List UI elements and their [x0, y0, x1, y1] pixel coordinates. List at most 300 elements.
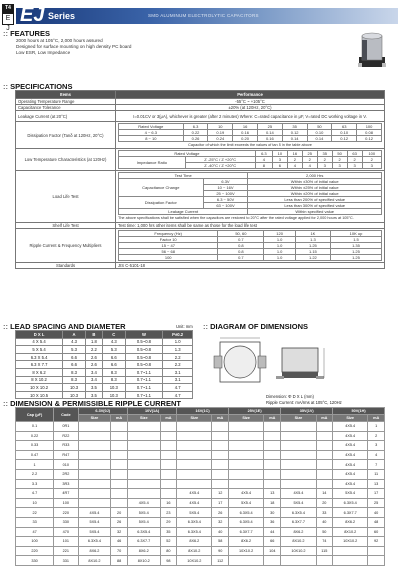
shelf-value: Test time: 1,000 hrs other items shall be same as those for the load life test	[116, 222, 385, 228]
ripple-cell: 20	[316, 498, 333, 508]
df-val: 0.14	[307, 136, 332, 142]
cap-cell: 0.22	[16, 431, 54, 441]
badge-bottom: E J	[2, 13, 14, 25]
loadlife-value: Less than 300% of specified value	[248, 203, 382, 209]
sub-header: Size	[281, 415, 316, 422]
ripple-cell	[368, 546, 385, 556]
ripple-val: 0.7	[218, 254, 264, 260]
spec-item-label: Leakage Current (at 20°C)	[16, 111, 116, 122]
size-cell: 10X10.2	[333, 537, 368, 547]
df-val: 0.10	[332, 130, 357, 136]
lowtemp-val: 3	[317, 163, 332, 169]
spec-item-value: ±20% (at 120Hz, 20°C)	[116, 105, 385, 111]
lead-cell: 3.4	[85, 368, 102, 376]
ripple-cell: 44	[264, 527, 281, 537]
lead-cell: 2.6	[85, 361, 102, 369]
lead-cell: 8 X 6.2	[16, 368, 63, 376]
lead-cell: 0.7~1.1	[125, 391, 163, 399]
sub-header: mA	[212, 415, 229, 422]
lead-cell: 10 X 10.2	[16, 384, 63, 392]
cap-cell: 1	[16, 460, 54, 470]
cap-cell: 330	[16, 556, 54, 566]
ripple-cell	[264, 479, 281, 489]
size-cell: 6.3X5.4	[229, 508, 264, 518]
ripple-row	[16, 508, 385, 518]
sub-header: Size	[127, 415, 160, 422]
size-cell: 10X10.2	[229, 546, 264, 556]
ripple-val: 0.7	[218, 236, 264, 242]
ripple-row	[16, 556, 385, 566]
ripple-cell: 40	[368, 508, 385, 518]
df-val: 0.12	[282, 130, 307, 136]
ripple-freq: 50, 60	[218, 230, 264, 236]
ripple-val: 1.25	[295, 242, 330, 248]
size-cell	[229, 450, 264, 460]
ripple-cell	[160, 469, 177, 479]
lead-cell: 4.7	[163, 391, 193, 399]
loadlife-cond: 25 ~ 100V	[203, 191, 248, 197]
code-cell: 100	[54, 498, 78, 508]
ripple-cell	[111, 489, 128, 499]
size-cell	[127, 469, 160, 479]
size-cell: 8X6.2	[333, 517, 368, 527]
size-cell	[78, 498, 111, 508]
lead-cell: 1.0	[163, 338, 193, 346]
loadlife-lc-value: Within specified value	[248, 209, 382, 215]
lowtemp-val: 4	[302, 163, 317, 169]
ripple-cell	[264, 460, 281, 470]
lead-title: :: LEAD SPACING AND DIAMETER	[3, 322, 126, 331]
ripple-cell	[160, 489, 177, 499]
lead-cell: 6.6	[102, 361, 125, 369]
size-cell	[78, 489, 111, 499]
series-word: Series	[48, 11, 76, 21]
lead-row	[16, 384, 193, 392]
lowtemp-val: 3	[332, 163, 347, 169]
ripple-cell	[368, 556, 385, 566]
size-cell: 5X5.4	[177, 508, 212, 518]
ripple-cell: 52	[160, 537, 177, 547]
cap-header: Cap (μF)	[16, 408, 54, 422]
df-val: 0.16	[257, 136, 282, 142]
ripple-row	[16, 546, 385, 556]
ripple-cell: 33	[316, 508, 333, 518]
df-val: 0.14	[257, 130, 282, 136]
lead-table	[15, 330, 193, 399]
code-cell: 470	[54, 527, 78, 537]
cap-cell: 100	[16, 537, 54, 547]
loadlife-value: Within ±30% of initial value	[248, 179, 382, 185]
ripple-range: 56 ~ 68	[119, 248, 218, 254]
size-cell	[127, 489, 160, 499]
lead-cell: 4.3	[63, 338, 86, 346]
ripple-val: 0.8	[218, 248, 264, 254]
lead-cell: 0.5~0.8	[125, 346, 163, 354]
standards-label: Standards	[16, 262, 116, 268]
ripple-cell: 13	[264, 489, 281, 499]
ripple-cell	[111, 460, 128, 470]
ripple-cell	[212, 460, 229, 470]
size-cell	[333, 556, 368, 566]
size-cell	[177, 450, 212, 460]
ripple-freq: 120	[264, 230, 296, 236]
lead-cell: 10.3	[102, 384, 125, 392]
lead-header: D X L	[16, 331, 63, 339]
lead-header: W	[125, 331, 163, 339]
ripple-cell	[160, 441, 177, 451]
ripple-range: 100	[119, 254, 218, 260]
ripple-cell: 18	[264, 498, 281, 508]
ripple-range: 15 ~ 47	[119, 242, 218, 248]
size-cell	[78, 479, 111, 489]
size-cell	[78, 450, 111, 460]
ripple-cell: 36	[264, 517, 281, 527]
df-volt: 10	[208, 124, 233, 130]
size-cell: 8X6.2	[78, 546, 111, 556]
ripple-cell: 40	[212, 527, 229, 537]
code-cell: R33	[54, 441, 78, 451]
ripple-cell	[111, 498, 128, 508]
size-cell	[229, 469, 264, 479]
code-cell: 221	[54, 546, 78, 556]
spec-head-performance: Performance	[116, 91, 385, 99]
lead-cell: 3.5	[85, 384, 102, 392]
size-cell	[177, 431, 212, 441]
ripple-row	[16, 489, 385, 499]
lead-cell: 1.3	[163, 346, 193, 354]
cap-cell: 33	[16, 517, 54, 527]
size-cell: 5X5.4	[333, 489, 368, 499]
ripple-val: 1.15	[295, 248, 330, 254]
ripple-cell: 11	[368, 469, 385, 479]
lowtemp-volt: 10	[272, 151, 287, 157]
lowtemp-group: Impedance Ratio	[119, 157, 186, 169]
size-cell	[127, 479, 160, 489]
loadlife-value: Within ±25% of initial value	[248, 185, 382, 191]
ripple-cell: 20	[111, 508, 128, 518]
size-cell: 6.3X5.4	[229, 517, 264, 527]
size-cell	[78, 460, 111, 470]
df-table	[118, 123, 382, 142]
lead-cell: 0.7~1.1	[125, 376, 163, 384]
ripple-val: 1.35	[330, 242, 381, 248]
cap-cell: 2.2	[16, 469, 54, 479]
lowtemp-val: 4	[255, 157, 272, 163]
ripple-cell: 98	[160, 556, 177, 566]
sub-header: Size	[78, 415, 111, 422]
cap-cell: 22	[16, 508, 54, 518]
loadlife-cond: 63 ~ 100V	[203, 203, 248, 209]
ripple-cell: 46	[111, 537, 128, 547]
ripple-cell	[212, 422, 229, 432]
code-header: Code	[54, 408, 78, 422]
ripple-row	[16, 469, 385, 479]
size-cell	[281, 431, 316, 441]
lead-cell: 5 X 5.4	[16, 346, 63, 354]
size-cell: 4X5.4	[177, 489, 212, 499]
lowtemp-volt: 25	[302, 151, 317, 157]
size-cell: 10X10.2	[281, 546, 316, 556]
loadlife-cond: 10 ~ 16V	[203, 185, 248, 191]
ripple-val: 1.25	[330, 248, 381, 254]
ripple-cell: 13	[368, 479, 385, 489]
ripple-row	[16, 479, 385, 489]
df-volt: 35	[282, 124, 307, 130]
df-label: Dissipation Factor (Tanδ at 120Hz, 20°C)	[16, 122, 116, 149]
lead-row	[16, 346, 193, 354]
ripple-cell	[111, 441, 128, 451]
code-cell: 330	[54, 517, 78, 527]
lead-cell: 8.3	[63, 376, 86, 384]
size-cell: 4X5.4	[333, 450, 368, 460]
df-val: 0.20	[233, 136, 258, 142]
lead-cell: 6.6	[102, 353, 125, 361]
ripple-cell: 70	[111, 546, 128, 556]
ripple-freq: 1K	[295, 230, 330, 236]
lead-cell: 5.3	[102, 346, 125, 354]
standards-value: JIS C-5101-18	[116, 262, 385, 268]
size-cell	[78, 441, 111, 451]
lead-cell: 6.3 X 7.7	[16, 361, 63, 369]
cap-cell: 3.3	[16, 479, 54, 489]
loadlife-df-label: Dissipation Factor	[119, 197, 204, 209]
loadlife-lc-label: Leakage Current	[119, 209, 248, 215]
ripple-cell: 92	[368, 537, 385, 547]
shelf-label: Shelf Life Test	[16, 222, 116, 228]
voltage-header: 25V(1E)	[229, 408, 281, 415]
ripple-cell: 115	[316, 546, 333, 556]
dimension-diagram	[212, 334, 332, 390]
size-cell: 8X6.2	[229, 537, 264, 547]
size-cell: 6.3X5.4	[177, 527, 212, 537]
ripple-cell	[111, 431, 128, 441]
loadlife-time: 2,000 Hrs	[248, 173, 382, 179]
ripple-mult-table	[118, 230, 382, 261]
ripple-cell	[264, 431, 281, 441]
lead-cell: 2.2	[85, 346, 102, 354]
lead-cell: 4 X 5.4	[16, 338, 63, 346]
ripple-val: 1.5	[330, 236, 381, 242]
df-volt: 63	[332, 124, 357, 130]
size-cell: 5X5.4	[78, 517, 111, 527]
df-val: 0.10	[307, 130, 332, 136]
lead-row	[16, 368, 193, 376]
size-cell	[177, 479, 212, 489]
df-val: 0.19	[208, 130, 233, 136]
size-cell: 6.3X7.7	[229, 527, 264, 537]
series-badge	[2, 4, 14, 32]
ripple-cell: 112	[212, 556, 229, 566]
size-cell: 4X5.4	[281, 489, 316, 499]
lead-header: B	[85, 331, 102, 339]
loadlife-time-label: Test Time	[119, 173, 248, 179]
ripple-cell	[264, 441, 281, 451]
lowtemp-volt: 50	[332, 151, 347, 157]
cap-cell: 220	[16, 546, 54, 556]
lead-cell: 6.3 X 5.4	[16, 353, 63, 361]
ripple-row	[16, 450, 385, 460]
sub-header: mA	[368, 415, 385, 422]
badge-top: T4	[2, 4, 14, 13]
df-note: Capacitor of which the limit exceeds the values of tan δ in the table above	[188, 143, 312, 147]
ripple-cell	[111, 469, 128, 479]
lowtemp-volt: 6.3	[255, 151, 272, 157]
ripple-cell: 88	[111, 556, 128, 566]
lowtemp-cond: Z -25°C / Z +20°C	[185, 157, 255, 163]
lowtemp-val: 2	[317, 157, 332, 163]
size-cell: 10X10.2	[177, 556, 212, 566]
code-cell: 101	[54, 537, 78, 547]
loadlife-note: The above specifications shall be satisfied when the capacitors are restored to 20°C after the rated voltage applied for 2,000 hours at 105°C.	[118, 216, 354, 220]
lowtemp-volt-label: Rated Voltage	[119, 151, 256, 157]
ripple-row	[16, 498, 385, 508]
ripple-cell: 25	[368, 498, 385, 508]
ripple-cell	[212, 441, 229, 451]
lead-header: P±0.2	[163, 331, 193, 339]
lowtemp-val: 6	[272, 163, 287, 169]
ripple-cell: 7	[368, 460, 385, 470]
voltage-header: 6.3V(0J)	[78, 408, 127, 415]
size-cell	[78, 431, 111, 441]
ripple-cell	[264, 469, 281, 479]
ripple-note-2: Ripple Current: mA/rms at 105°C, 120Hz	[266, 400, 342, 405]
ripple-cell	[316, 479, 333, 489]
lead-cell: 8.3	[63, 368, 86, 376]
lowtemp-table	[118, 150, 382, 169]
ripple-cell: 12	[212, 489, 229, 499]
size-cell	[177, 422, 212, 432]
lead-cell: 3.5	[85, 391, 102, 399]
ripple-range: Factor 10	[119, 236, 218, 242]
size-cell: 4X5.4	[229, 489, 264, 499]
ripple-val: 1.3	[295, 236, 330, 242]
sub-header: mA	[316, 415, 333, 422]
size-cell: 8X10.2	[127, 556, 160, 566]
ripple-cell: 3	[368, 441, 385, 451]
ripple-cell: 32	[212, 517, 229, 527]
size-cell	[333, 546, 368, 556]
specifications-title: :: SPECIFICATIONS	[3, 82, 72, 91]
lowtemp-val: 2	[362, 157, 381, 163]
ripple-row	[16, 441, 385, 451]
df-volt: 6.3	[183, 124, 208, 130]
ripple-cell: 26	[111, 517, 128, 527]
ripple-cell: 66	[264, 537, 281, 547]
ripple-cell: 32	[111, 527, 128, 537]
ripple-cell: 104	[264, 546, 281, 556]
ripple-cell	[111, 479, 128, 489]
size-cell	[127, 422, 160, 432]
cap-cell: 0.33	[16, 441, 54, 451]
size-cell: 5X5.4	[281, 498, 316, 508]
lead-row	[16, 338, 193, 346]
df-volt: 16	[233, 124, 258, 130]
size-cell	[177, 441, 212, 451]
ripple-table-title: :: DIMENSION & PERMISSIBLE RIPPLE CURRENT	[3, 399, 181, 408]
series-code: EJ	[20, 4, 45, 26]
ripple-val: 1.0	[264, 248, 296, 254]
df-cap: 4 ~ 6.3	[119, 130, 184, 136]
df-val: 0.12	[332, 136, 357, 142]
ripple-cell: 17	[368, 489, 385, 499]
ripple-cell: 26	[212, 508, 229, 518]
ripple-cell: 80	[160, 546, 177, 556]
spec-item-value: I=0.01CV or 3(μA), whichever is greater (after 2 minutes) Where: C=rated capacitance in μF, V=rated DC working voltage in V.	[116, 111, 385, 122]
lead-cell: 4.7	[163, 384, 193, 392]
lowtemp-val: 4	[287, 163, 302, 169]
size-cell	[127, 441, 160, 451]
feature-item: Low ESR, Low Impedance	[16, 50, 71, 55]
size-cell: 4X5.4	[333, 479, 368, 489]
spec-item-value: -55°C ~ +105°C	[116, 99, 385, 105]
ripple-cell	[160, 450, 177, 460]
loadlife-cond: 6.3 ~ 50V	[203, 197, 248, 203]
lowtemp-val: 3	[347, 163, 362, 169]
ripple-row	[16, 517, 385, 527]
ripple-val: 1.0	[264, 242, 296, 248]
ripple-cell: 16	[160, 498, 177, 508]
lowtemp-val: 2	[347, 157, 362, 163]
ripple-cell: 48	[368, 517, 385, 527]
lead-cell: 6.6	[63, 361, 86, 369]
capacitor-product-image	[355, 27, 389, 69]
size-cell	[281, 479, 316, 489]
size-cell	[127, 431, 160, 441]
lead-cell: 8.3	[102, 376, 125, 384]
df-val: 0.22	[183, 130, 208, 136]
loadlife-cap-label: Capacitance Change	[119, 179, 204, 197]
ripple-val: 1.0	[264, 254, 296, 260]
loadlife-label: Load Life Test	[16, 171, 116, 223]
size-cell	[127, 460, 160, 470]
cap-cell: 10	[16, 498, 54, 508]
code-cell: 3R3	[54, 479, 78, 489]
feature-item: 2000 hours at 105°C, 2,000 hours assured	[16, 38, 103, 43]
lead-cell: 0.5~0.8	[125, 338, 163, 346]
features-list	[16, 38, 131, 56]
size-cell: 8X10.2	[281, 537, 316, 547]
lead-cell: 2.2	[163, 353, 193, 361]
cap-cell: 47	[16, 527, 54, 537]
code-cell: R22	[54, 431, 78, 441]
ripple-row	[16, 537, 385, 547]
ripple-cell: 90	[212, 546, 229, 556]
ripple-cell: 60	[368, 527, 385, 537]
size-cell: 4X5.4	[333, 431, 368, 441]
lead-header: A	[63, 331, 86, 339]
size-cell: 4X5.4	[333, 422, 368, 432]
df-val: 0.14	[282, 136, 307, 142]
size-cell	[281, 450, 316, 460]
lowtemp-val: 3	[362, 163, 381, 169]
lead-cell: 0.7~1.1	[125, 384, 163, 392]
size-cell: 4X5.4	[78, 508, 111, 518]
size-cell: 8X10.2	[177, 546, 212, 556]
size-cell: 4X5.4	[333, 441, 368, 451]
size-cell	[229, 422, 264, 432]
ripple-cell	[212, 479, 229, 489]
size-cell: 6.3X5.4	[177, 517, 212, 527]
lead-cell: 2.6	[85, 353, 102, 361]
ripple-row	[16, 422, 385, 432]
sub-header: Size	[177, 415, 212, 422]
voltage-header: 50V(1H)	[333, 408, 385, 415]
lead-cell: 6.6	[63, 353, 86, 361]
cap-cell: 0.47	[16, 450, 54, 460]
ripple-cell	[316, 441, 333, 451]
size-cell: 8X10.2	[78, 556, 111, 566]
code-cell: 2R2	[54, 469, 78, 479]
